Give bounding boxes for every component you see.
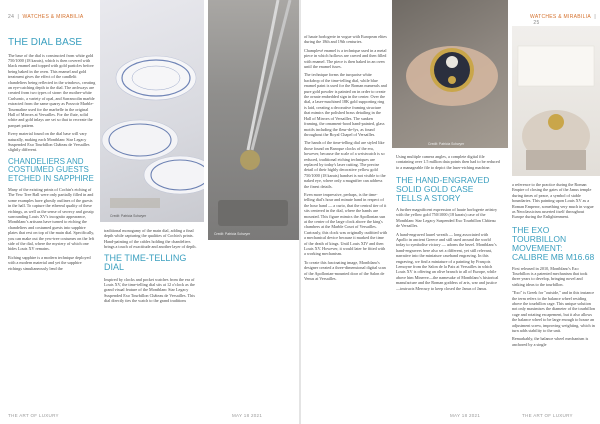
left-footer-right: MAY 18 2021	[232, 413, 263, 418]
left-footer-left: THE ART OF LUXURY	[8, 413, 59, 418]
artisan-illustration	[512, 26, 600, 176]
hand-engraved-text-2: A hand-engraved laurel wreath — long associated with Apollo in ancient Greece and still used around the world today to symbolise victory — adorns the bezel. Montblanc's hand-engravers here also set a different, yet still relevant, narrative into the miniature caseband engraving. In this engraving, we find a miniature of a painting by François Lemoyne from the Salon de la Paix at Versailles in which Louis XV is offering an olive branch to all of Europe, while above him Minerve—the namesake of Montblanc's historical manufacture and the Roman goddess of arts, war and justice—instructs Mercury to keep closed the Janus of Janus.	[396, 231, 499, 291]
right-folio: WATCHES & MIRABILIA | 25	[530, 14, 596, 26]
right-page	[300, 0, 600, 424]
chandeliers-text-2: Etching sapphire is a modern technique deployed with a modern material and yet the sapphire etchings simultaneously lend the	[8, 254, 91, 271]
heading-dial-base: THE DIAL BASE	[8, 37, 83, 48]
col3-text-6: To create this fascinating image, Montblanc's designer created a three-dimensional digital scan of the Apollonian-mounted door of the Salon de Venus at Versailles.	[304, 259, 386, 282]
col3-text-5: Even more impressive, perhaps, is the time-telling dial's hour and minute hand in respect of the hour hand — a curio, that the central tier of it sits centered in the dial, where the hands are mounted. This figure mimics the Apollonian sun at the center of the large clock above the king's chambers at the Marble Court of Versailles. Curiously, this clock was originally outfitted with a mechanical device because it marked the time of the death of kings. Until Louis XIV and then Louis XV. However, it would later be fitted with a working mechanism.	[304, 191, 388, 257]
dial-base-text-2: Every material found on the dial base will vary naturally, making each Montblanc Star Legacy Suspended Exo Tourbillon Château de Versailles slightly different.	[8, 131, 90, 153]
heading-hand-engraved: THE HAND-ENGRAVED SOLID GOLD CASE TELLS A STORY	[396, 175, 490, 204]
watch-wrist-photo	[392, 0, 508, 148]
dial-production-photo	[100, 0, 204, 222]
col3-text: of haute horlogerie in vogue with European elites during the 18th and 19th centuries.	[304, 34, 387, 45]
left-column-1	[8, 38, 96, 274]
heading-timetelling: THE TIME-TELLING DIAL	[104, 252, 187, 273]
hands-assembly-photo	[208, 0, 300, 240]
hand-engraved-text: A further magnificent expression of haute horlogerie artistry with the yellow gold 750/1000 (18 karats) case of the Montblanc Star Legacy Suspended Exo Tourbillon Château de Versailles.	[396, 206, 498, 229]
right-footer-right: THE ART OF LUXURY	[522, 413, 573, 418]
heading-chandeliers: CHANDELIERS AND COSTUMED GUESTS ETCHED IN SAPPHIRE	[8, 156, 94, 183]
col3-text-2: Champlevé enamel is a technique used in a metal piece in which hollows are carved and then filled with enamel. The piece is then baked in an oven until the enamel fuses.	[304, 47, 387, 70]
col3-text-3: The technique forms the turquoise white backdrop of the time-telling dial, while blue enamel paint is used for the Roman numerals and pure gold powder is painted on in order to create the ornate embedded sign in the center. Over the dial, a laser-machined 18K gold supporting ring is laid, creating a decorative framing structure that mimics the polished brass detailing in the Hall of Mirrors of Versailles. The sunken framing, the ornament-hood hand-painted, glass motifs including the fleur-de-lys, as found throughout the Royal Chapel of Versailles.	[304, 72, 387, 137]
heading-exo: THE EXO TOURBILLON MOVEMENT: CALIBRE MB M16.68	[512, 224, 595, 262]
photo-credit-2: Credit: Patricia Schwyer	[214, 232, 251, 236]
left-folio: 24 | WATCHES & MIRABILIA	[8, 14, 84, 20]
right-column-continuation	[304, 34, 388, 284]
col2-text: traditional monogamy of the main dial, adding a final depth while capturing the qualities of Cochin's prints. Hand-painting of the cables holding the chandeliers brings a touch of exactitude and another layer of depth.	[104, 228, 197, 250]
right-column-1	[396, 154, 500, 294]
watch-illustration	[392, 0, 508, 148]
photo-credit: Credit: Patricia Schwyer	[110, 214, 147, 218]
chandeliers-text: Many of the existing prints of Cochin's etching of The Yew Tree Ball were only partially filled in and some examples have ghostly outlines of the guests in the hall. To capture the ethereal quality of these etchings, as well as the sense of secrecy and gossip surrounding Louis XV's incognito appearance, Montblanc's artisans have turned to etching the chandeliers and costumed guests into sapphire plates that rest on top of the main dial. Specifically, you can make out the yew-tree costumes on the left side of the dial, where the mystery of which one hides Louis XV remains.	[8, 186, 95, 252]
page-spine	[299, 0, 301, 424]
tweezers-illustration	[208, 0, 300, 240]
right-column-2	[512, 182, 596, 350]
right-col1-text: Using multiple camera angles, a complete digital file containing over 1.5 million data points then had to be reduced to a manageable file to depict the laser-etching machine.	[396, 154, 500, 170]
exo-text-2: "Exo" is Greek for "outside," and in this instance the term refers to the balance wheel residing above the tourbillon cage. This unique solution not only maximises the diameter of the tourbillon cage and rotating escapement, but it also allows the balance wheel to be large enough to house an adjustment screw, improving weighting, which in turn adds stability to the unit.	[512, 290, 595, 333]
left-column-2	[104, 228, 200, 307]
exo-text: First released in 2010, Montblanc's Exo Tourbillon is a patented mechanism that took three years to develop, bringing novel and striking ideas to the tourbillon.	[512, 265, 588, 287]
artisan-photo	[512, 26, 600, 176]
timetelling-text: Inspired by clocks and pocket watches from the era of Louis XV, the time-telling dial sits at 12 o'clock as the grand visual feature of the Montblanc Star Legacy Suspended Exo Tourbillon Château de Versailles. This dial directly ties the watch to the grand traditions	[104, 276, 196, 304]
dial-base-text: The base of the dial is constructed from white gold 750/1000 (18 karats), which is then covered with black enamel and topped with gold particles before being baked in the oven. This enamel and gold treatment gives the effect of the candlelit chandeliers being reflected in the windows, creating an eye-catching depth to the dial. The archways are created from two types of stone: the mother-white Carlsonic, a variety of opal, and Sarrancolin marble extracted from the same quarry as Pouvoir Marble-Tourmaline used for the marbelle in the original Hall of Mirrors at Versailles. For the flute, solid white and gold inlays are set so that to recreate the parquet pattern.	[8, 52, 96, 128]
col3-text-4: The hands of the time-telling dial are styled like those found on Baroque clocks of the era, however, because the scale of a wristwatch is so reduced, traditional etching techniques are replaced by today's laser cutting. The precise detail of their highly decorative yellow gold 750/1000 (18 karats) handset is not visible to the naked eye, where only a magnifier can address the finest details.	[304, 140, 386, 189]
right-col2-text: a reference to the practice during the Roman Empire of closing the gates of the Janus temple during times of peace, a symbol of stable boundaries. This painting upon Louis XV as a Roman Emperor, something very much in vogue as Neoclassicism asserted itself throughout Europe during the Enlightenment.	[512, 182, 594, 220]
right-footer-left: MAY 18 2021	[450, 413, 481, 418]
enamel-dials-illustration	[100, 0, 204, 222]
photo-credit-right: Credit: Patricia Schwyer	[428, 142, 465, 146]
exo-text-3: Remarkably, the balance wheel mechanism is anchored by a single	[512, 336, 589, 347]
